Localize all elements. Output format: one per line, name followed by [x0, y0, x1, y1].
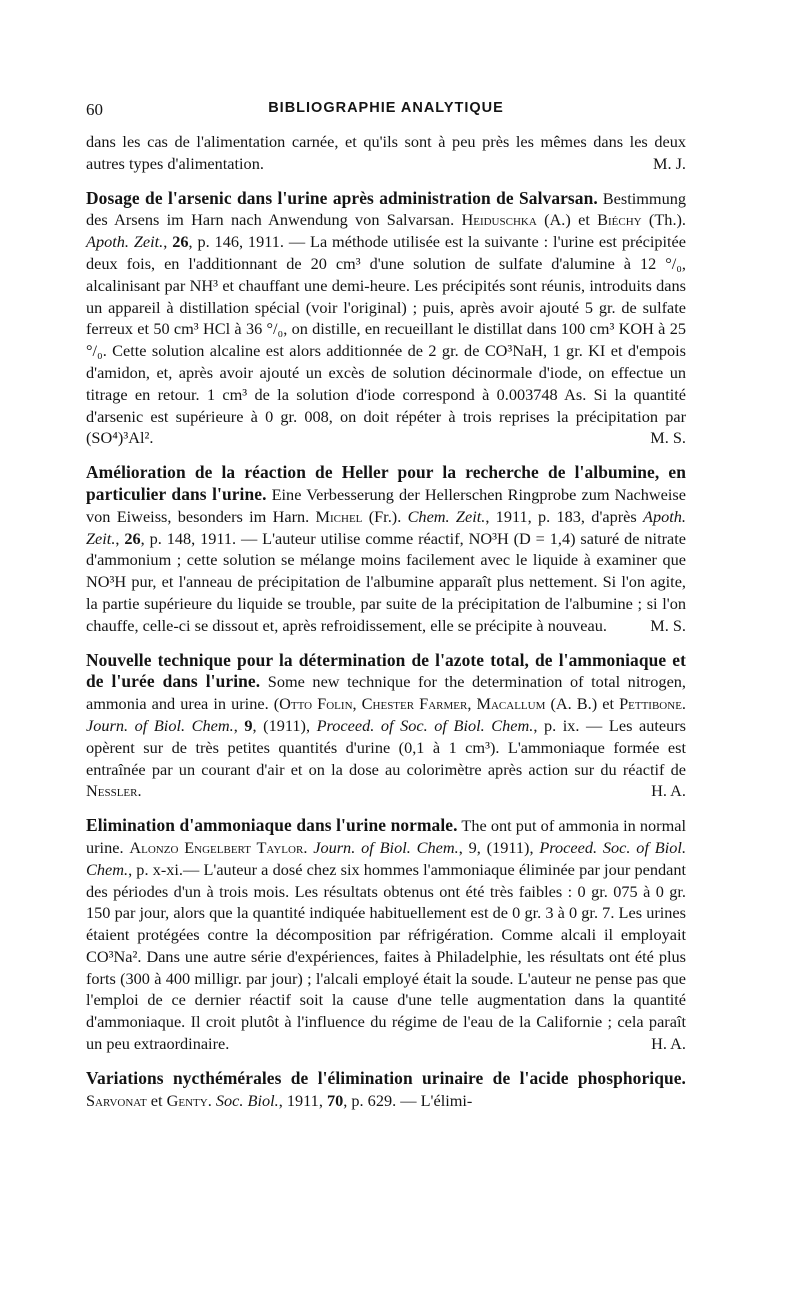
article-title: Variations nycthémérales de l'élimination urinaire de l'acide phosphorique.	[86, 1067, 686, 1088]
author-name: Biéchy	[597, 210, 642, 230]
abstract-azote: Nouvelle technique pour la détermination de l'azote total, de l'ammoniaque et de l'urée dans l'urine. Some new technique for the determination of total nitrogen, ammonia and urea in urine. (Otto Folin, Chester Farmer, Macallum (A. B.) et Pettibone. Journ. of Biol. Chem., 9, (1911), Proceed. of Soc. of Biol. Chem., p. ix. — Les auteurs opèrent sur de très petites quantités d'urine (0,1 à 1 cm³). L'ammoniaque formée est entraînée par un courant d'air et on la dose au colorimètre après action sur du réactif de Nessler. H. A.	[86, 649, 687, 801]
author-name: Pettibone	[619, 694, 682, 714]
journal-name: Soc. Biol.	[215, 1090, 279, 1110]
article-title: Amélioration de la réaction de Heller pour la recherche de l'albumine, en particulier dans l'urine.	[86, 462, 686, 504]
abstract-ammoniaque: Elimination d'ammoniaque dans l'urine normale. The ont put of ammonia in normal urine. Alonzo Engelbert Taylor. Journ. of Biol. Chem., 9, (1911), Proceed. Soc. of Biol. Chem., p. x-xi.— L'auteur a dosé chez six hommes l'ammoniaque éliminée par jour pendant des périodes d'un à trois mois. Les résultats obtenus ont été très faibles : 0 gr. 075 à 0 gr. 150 par jour, alors que la quantité indiquée habituellement est de 0 gr. 3 à 0 gr. 7. Les urines étaient protégées contre la décomposition par réfrigération. Comme alcali il employait CO³Na². Dans une autre série d'expériences, faites à Philadelphie, les résultats ont été plus forts (300 à 400 milligr. par jour) ; l'alcali employé était la soude. L'auteur ne pense pas que l'emploi de ce dernier réactif soit la cause d'une telle augmentation dans la quantité d'ammoniaque. Il croit plutôt à l'influence du régime de l'eau de la Californie ; cela paraît un peu extraordinaire. H. A.	[86, 815, 687, 1054]
article-title: Elimination d'ammoniaque dans l'urine normale.	[86, 815, 458, 836]
author-name: Nessler	[86, 781, 138, 801]
paragraph-text: dans les cas de l'alimentation carnée, et qu'ils sont à peu près les mêmes dans les deux autres types d'alimentation.	[86, 132, 686, 173]
author-name: Otto Folin	[279, 694, 353, 714]
journal-name: Proceed. of Soc. of Biol. Chem.	[316, 715, 534, 735]
author-signature: H. A.	[651, 1034, 686, 1054]
article-title: Dosage de l'arsenic dans l'urine après administration de Salvarsan.	[86, 187, 598, 208]
volume-number: 26	[124, 528, 141, 548]
author-name: Chester Farmer	[361, 694, 468, 714]
author-signature: M. J.	[652, 153, 686, 173]
journal-name: Journ. of Biol. Chem.	[313, 837, 459, 857]
author-name: Michel	[315, 506, 363, 526]
author-name: Sarvonat	[86, 1090, 147, 1110]
continuation-paragraph	[86, 131, 686, 175]
author-name: Genty	[166, 1090, 208, 1110]
volume-number: 9	[244, 715, 253, 735]
author-signature: M. S.	[650, 428, 686, 448]
volume-number: 70	[326, 1090, 344, 1110]
article-title: Nouvelle technique pour la détermination de l'azote total, de l'ammoniaque et de l'urée dans l'urine.	[86, 649, 686, 692]
running-head	[86, 100, 686, 122]
abstract-arsenic: Dosage de l'arsenic dans l'urine après administration de Salvarsan. Bestimmung des Arsens im Harn nach Anwendung von Salvarsan. Heiduschka (A.) et Biéchy (Th.). Apoth. Zeit., 26, p. 146, 1911. — La méthode utilisée est la suivante : l'urine est précipitée deux fois, en l'additionnant de 20 cm³ d'une solution de sulfate d'alumine à 12 °/₀, alcalinisant par NH³ et chauffant une demi-heure. Les précipités sont réunis, introduits dans un appareil à distillation spécial (voir l'original) ; puis, après avoir ajouté 5 gr. de sulfate ferreux et 50 cm³ HCl à 36 °/₀, on distille, en recueillant le distillat dans 100 cm³ KOH à 25 °/₀. Cette solution alcaline est alors additionnée de 2 gr. de CO³NaH, 1 gr. KI et d'empois d'amidon, et, après avoir ajouté un excès de solution décinormale d'iode, on effectue un titrage en retour. 1 cm³ de la solution d'iode correspond à 0.003748 As. Si la quantité d'arsenic est supérieure à 0 gr. 008, on doit répéter à trois reprises la précipitation par (SO⁴)³Al². M. S.	[86, 187, 687, 448]
journal-name: Proceed. Soc. of Biol. Chem.	[86, 837, 687, 879]
author-signature: M. S.	[650, 615, 686, 635]
abstract-phosphorique: Variations nycthémérales de l'élimination urinaire de l'acide phosphorique. Sarvonat et Genty. Soc. Biol., 1911, 70, p. 629. — L'élimi-	[86, 1067, 686, 1110]
body-text	[86, 131, 686, 1111]
abstract-heller: Amélioration de la réaction de Heller pour la recherche de l'albumine, en particulier dans l'urine. Eine Verbesserung der Hellerschen Ringprobe zum Nachweise von Eiweiss, besonders im Harn. Michel (Fr.). Chem. Zeit., 1911, p. 183, d'après Apoth. Zeit., 26, p. 148, 1911. — L'auteur utilise comme réactif, NO³H (D = 1,4) saturé de nitrate d'ammonium ; cette solution se mélange moins facilement avec le liquide à examiner que NO³H pur, et l'anneau de précipitation de l'albumine apparaît plus nettement. Si l'on agite, la partie supérieure du liquide se trouble, par suite de la précipitation de l'albumine ; si l'on chauffe, celle-ci se dissout et, après refroidissement, elle se précipite à nouveau. M. S.	[86, 462, 686, 635]
author-signature: H. A.	[651, 781, 686, 801]
journal-name: Apoth. Zeit.	[86, 506, 686, 548]
author-name: Alonzo Engelbert Taylor	[129, 837, 304, 857]
journal-name: Journ. of Biol. Chem.	[86, 715, 234, 735]
journal-name: Apoth. Zeit.	[86, 232, 164, 252]
page-number: 60	[86, 100, 103, 119]
volume-number: 26	[172, 232, 189, 252]
author-name: Macallum	[476, 694, 546, 714]
journal-name: Chem. Zeit.	[407, 506, 486, 526]
author-name: Heiduschka	[461, 210, 537, 230]
running-title: BIBLIOGRAPHIE ANALYTIQUE	[268, 100, 504, 116]
